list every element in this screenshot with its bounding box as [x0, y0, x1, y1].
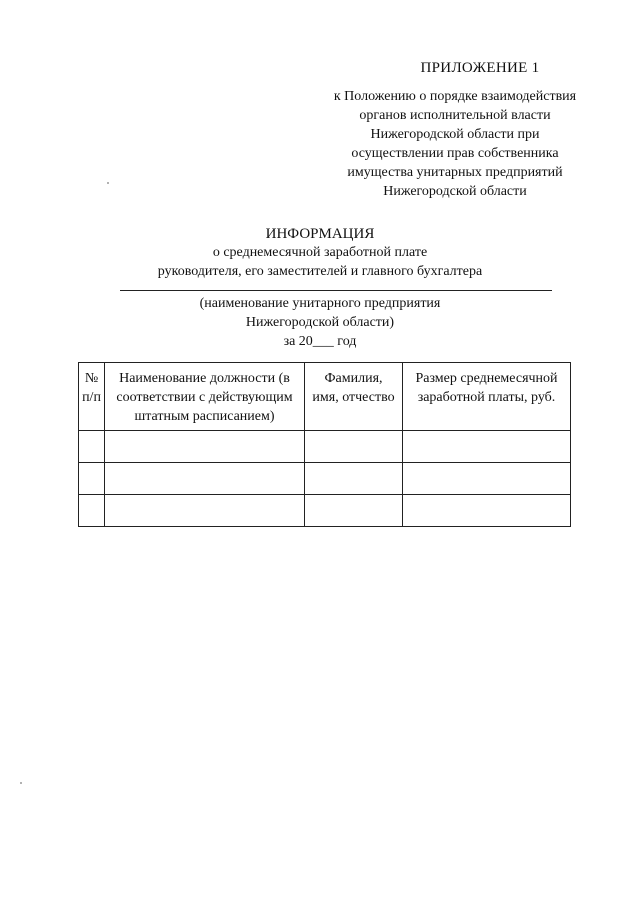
- enterprise-caption: [160, 294, 480, 351]
- table-cell-full-name: [305, 495, 403, 527]
- scan-speck: [20, 782, 22, 784]
- table-row: [79, 495, 571, 527]
- caption-line: Нижегородской области): [245, 315, 395, 330]
- header-full-name: [305, 363, 403, 431]
- enterprise-name-fill-line: [120, 290, 552, 291]
- appendix-reference-line: органов исполнительной власти: [359, 108, 551, 123]
- header-position: [105, 363, 305, 431]
- header-text-line: Размер среднемесячной: [415, 371, 558, 386]
- header-text-line: п/п: [82, 390, 101, 405]
- table-row: [79, 463, 571, 495]
- table-cell-salary: [403, 463, 571, 495]
- header-text-line: Наименование должности (в: [119, 371, 290, 386]
- header-text-line: заработной платы, руб.: [417, 390, 556, 405]
- header-text-line: штатным расписанием): [134, 409, 275, 424]
- table-row: [79, 431, 571, 463]
- header-text-line: имя, отчество: [312, 390, 395, 405]
- header-text-line: соответствии с действующим: [116, 390, 293, 405]
- table-cell-full-name: [305, 431, 403, 463]
- appendix-reference-line: имущества унитарных предприятий: [347, 165, 563, 180]
- table-cell-full-name: [305, 463, 403, 495]
- salary-info-table: [78, 362, 571, 527]
- appendix-reference-line: Нижегородской области при: [370, 127, 540, 142]
- table-cell-salary: [403, 495, 571, 527]
- appendix-reference: [305, 87, 605, 201]
- table-header-row: [79, 363, 571, 431]
- table-cell-position: [105, 431, 305, 463]
- appendix-reference-line: к Положению о порядке взаимодействия: [333, 89, 577, 104]
- document-subtitle: [100, 243, 540, 281]
- table-cell-position: [105, 463, 305, 495]
- document-title: ИНФОРМАЦИЯ: [265, 226, 375, 242]
- document-subtitle-line: руководителя, его заместителей и главного бухгалтера: [157, 264, 483, 279]
- table-cell-position: [105, 495, 305, 527]
- table-cell-number: [79, 431, 105, 463]
- table-cell-number: [79, 495, 105, 527]
- scan-speck: [107, 182, 109, 184]
- table-cell-number: [79, 463, 105, 495]
- document-subtitle-line: о среднемесячной заработной плате: [212, 245, 428, 260]
- header-text-line: №: [84, 371, 99, 386]
- appendix-title: ПРИЛОЖЕНИЕ 1: [420, 60, 540, 76]
- appendix-reference-line: осуществлении прав собственника: [351, 146, 559, 161]
- header-average-salary: [403, 363, 571, 431]
- header-row-number: [79, 363, 105, 431]
- header-text-line: Фамилия,: [324, 371, 383, 386]
- caption-line: (наименование унитарного предприятия: [199, 296, 441, 311]
- year-line: за 20___ год: [283, 334, 357, 349]
- appendix-reference-line: Нижегородской области: [383, 184, 527, 199]
- table-cell-salary: [403, 431, 571, 463]
